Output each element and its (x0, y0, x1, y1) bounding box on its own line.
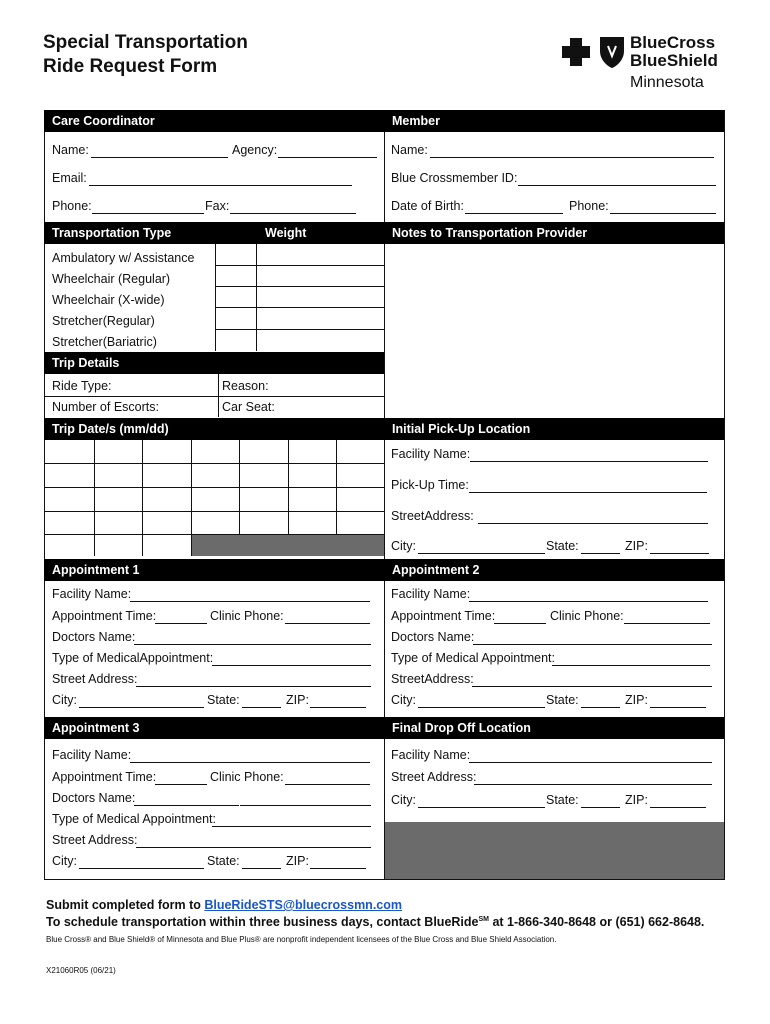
pickup-city-field[interactable] (418, 553, 545, 554)
appt3-type-label: Type of Medical Appointment: (52, 812, 216, 826)
grid-line (94, 440, 95, 556)
appt2-facility-label: Facility Name: (391, 587, 471, 601)
appt2-state-field[interactable] (581, 707, 620, 708)
appt3-city-field[interactable] (79, 868, 204, 869)
dropoff-city-label: City: (391, 793, 416, 807)
appt2-time-field[interactable] (494, 623, 546, 624)
grid-line (44, 463, 384, 464)
cross-shield-icon (560, 34, 628, 70)
pickup-time-field[interactable] (469, 492, 707, 493)
escorts-label: Number of Escorts: (52, 400, 159, 414)
car-seat-label: Car Seat: (222, 400, 275, 414)
pickup-facility-field[interactable] (470, 461, 708, 462)
bcbs-logo (560, 34, 730, 94)
pickup-city-label: City: (391, 539, 416, 553)
appt2-time-label: Appointment Time: (391, 609, 496, 623)
appt2-doctor-label: Doctors Name: (391, 630, 475, 644)
cc-name-label: Name: (52, 143, 89, 157)
form-title (43, 31, 248, 79)
dropoff-state-field[interactable] (581, 807, 620, 808)
appt1-state-field[interactable] (242, 707, 281, 708)
appt1-zip-field[interactable] (310, 707, 366, 708)
checkbox-ambulatory[interactable] (216, 245, 255, 265)
transport-type-3: Wheelchair (X-wide) (52, 293, 165, 307)
appt1-doctor-field[interactable] (134, 644, 371, 645)
pickup-header: Initial Pick-Up Location (384, 418, 724, 440)
cc-agency-field[interactable] (278, 157, 377, 158)
ride-type-label: Ride Type: (52, 379, 112, 393)
appt2-city-field[interactable] (418, 707, 545, 708)
pickup-time-label: Pick-Up Time: (391, 478, 469, 492)
pickup-state-field[interactable] (581, 553, 620, 554)
weight-label: Weight (265, 226, 307, 240)
dropoff-header: Final Drop Off Location (384, 717, 724, 739)
appointment-3-header: Appointment 3 (44, 717, 384, 739)
grid-line (336, 440, 337, 534)
appt3-city-label: City: (52, 854, 77, 868)
car-seat-field[interactable] (272, 398, 382, 416)
weight-field-ambulatory[interactable] (257, 245, 383, 265)
ride-type-field[interactable] (154, 376, 216, 395)
appt1-clinic-phone-field[interactable] (285, 623, 370, 624)
cc-fax-field[interactable] (230, 213, 356, 214)
weight-field-wheelchair-regular[interactable] (257, 266, 383, 286)
title-line-1: Special Transportation (43, 32, 248, 53)
appt1-type-label: Type of MedicalAppointment: (52, 651, 214, 665)
member-phone-label: Phone: (569, 199, 609, 213)
reason-field[interactable] (268, 376, 382, 395)
reason-label: Reason: (222, 379, 269, 393)
transport-type-4: Stretcher(Regular) (52, 314, 155, 328)
logo-region: Minnesota (630, 74, 704, 91)
shaded-cell (192, 535, 384, 556)
submit-email-link[interactable]: BlueRideSTS@bluecrossmn.com (204, 898, 402, 912)
appt2-state-label: State: (546, 693, 579, 707)
title-line-2: Ride Request Form (43, 56, 218, 77)
appt1-street-label: Street Address: (52, 672, 138, 686)
appt1-type-field[interactable] (212, 665, 371, 666)
submit-line (46, 898, 402, 912)
appt1-zip-label: ZIP: (286, 693, 309, 707)
appt3-clinic-phone-label: Clinic Phone: (210, 770, 284, 784)
appt3-street-label: Street Address: (52, 833, 138, 847)
appt2-doctor-field[interactable] (473, 644, 712, 645)
dropoff-facility-field[interactable] (469, 762, 712, 763)
appt3-time-label: Appointment Time: (52, 770, 157, 784)
appt2-clinic-phone-label: Clinic Phone: (550, 609, 624, 623)
transport-type-1: Ambulatory w/ Assistance (52, 251, 195, 265)
appt3-state-field[interactable] (242, 868, 281, 869)
appt3-type-field[interactable] (212, 826, 371, 827)
grid-line (44, 487, 384, 488)
dropoff-street-field[interactable] (474, 784, 712, 785)
schedule-line (46, 915, 704, 929)
schedule-suffix: at 1-866-340-8648 or (651) 662-8648. (488, 915, 705, 929)
pickup-state-label: State: (546, 539, 579, 553)
grid-line (239, 440, 240, 534)
cc-phone-label: Phone: (52, 199, 92, 213)
form-code: X21060R05 (06/21) (46, 966, 116, 975)
checkbox-wheelchair-xwide[interactable] (216, 287, 255, 307)
pickup-zip-label: ZIP: (625, 539, 648, 553)
grid-line (44, 511, 384, 512)
member-name-field[interactable] (430, 157, 714, 158)
grid-line (44, 396, 384, 397)
appt1-city-label: City: (52, 693, 77, 707)
dropoff-city-field[interactable] (418, 807, 545, 808)
appt3-zip-field[interactable] (310, 868, 366, 869)
appt2-zip-field[interactable] (650, 707, 706, 708)
appt1-street-field[interactable] (136, 686, 371, 687)
appt2-type-label: Type of Medical Appointment: (391, 651, 555, 665)
grid-line (288, 440, 289, 534)
frame-right (724, 110, 725, 880)
appt1-state-label: State: (207, 693, 240, 707)
member-name-label: Name: (391, 143, 428, 157)
appt2-clinic-phone-field[interactable] (624, 623, 710, 624)
schedule-sup: SM (478, 915, 489, 923)
dropoff-facility-label: Facility Name: (391, 748, 471, 762)
appt2-street-label: StreetAddress: (391, 672, 474, 686)
appt1-time-field[interactable] (155, 623, 207, 624)
member-header: Member (384, 110, 724, 132)
checkbox-wheelchair-regular[interactable] (216, 266, 255, 286)
member-phone-field[interactable] (610, 213, 716, 214)
pickup-street-label: StreetAddress: (391, 509, 474, 523)
cc-email-label: Email: (52, 171, 87, 185)
notes-textarea[interactable] (386, 245, 723, 416)
pickup-zip-field[interactable] (650, 553, 709, 554)
appt3-facility-label: Facility Name: (52, 748, 132, 762)
appt3-zip-label: ZIP: (286, 854, 309, 868)
care-coordinator-header: Care Coordinator (44, 110, 384, 132)
pickup-facility-label: Facility Name: (391, 447, 471, 461)
cc-name-field[interactable] (91, 157, 228, 158)
schedule-prefix: To schedule transportation within three business days, contact BlueRide (46, 915, 479, 929)
appt2-street-field[interactable] (472, 686, 712, 687)
pickup-street-field[interactable] (478, 523, 708, 524)
appt1-clinic-phone-label: Clinic Phone: (210, 609, 284, 623)
grid-line (142, 440, 143, 556)
appt3-clinic-phone-field[interactable] (285, 784, 370, 785)
appt3-facility-field[interactable] (130, 762, 370, 763)
cc-fax-label: Fax: (205, 199, 230, 213)
cc-email-field[interactable] (89, 185, 352, 186)
appt2-zip-label: ZIP: (625, 693, 648, 707)
appt2-type-field[interactable] (552, 665, 710, 666)
cc-agency-label: Agency: (232, 143, 278, 157)
appointment-2-header: Appointment 2 (384, 559, 724, 581)
appt3-state-label: State: (207, 854, 240, 868)
appt3-doctor-label: Doctors Name: (52, 791, 136, 805)
appt1-city-field[interactable] (79, 707, 204, 708)
appt2-facility-field[interactable] (469, 601, 708, 602)
appointment-1-header: Appointment 1 (44, 559, 384, 581)
notes-header: Notes to Transportation Provider (384, 222, 724, 244)
weight-field-stretcher-regular[interactable] (257, 308, 383, 328)
cc-phone-field[interactable] (92, 213, 204, 214)
logo-brand-2: BlueShield (630, 51, 718, 70)
grid-line (218, 374, 219, 417)
checkbox-stretcher-regular[interactable] (216, 308, 255, 328)
trip-dates-header: Trip Date/s (mm/dd) (44, 418, 384, 440)
weight-field-stretcher-bariatric[interactable] (257, 330, 383, 350)
transportation-type-header (44, 222, 384, 244)
appt3-street-field[interactable] (136, 847, 371, 848)
submit-prefix: Submit completed form to (46, 898, 205, 912)
member-id-label: Blue Crossmember ID: (391, 171, 518, 185)
shaded-block (385, 822, 724, 879)
frame-bottom (44, 879, 724, 880)
member-dob-label: Date of Birth: (391, 199, 464, 213)
transport-type-2: Wheelchair (Regular) (52, 272, 171, 286)
logo-brand-1: BlueCross (630, 33, 716, 52)
appt1-facility-field[interactable] (130, 601, 370, 602)
dropoff-zip-field[interactable] (650, 807, 706, 808)
member-id-field[interactable] (518, 185, 716, 186)
transportation-type-label: Transportation Type (52, 226, 172, 240)
appt2-city-label: City: (391, 693, 416, 707)
appt1-time-label: Appointment Time: (52, 609, 157, 623)
appt1-doctor-label: Doctors Name: (52, 630, 136, 644)
escorts-field[interactable] (154, 398, 216, 416)
member-dob-field[interactable] (465, 213, 563, 214)
disclaimer: Blue Cross® and Blue Shield® of Minnesota and Blue Plus® are nonprofit independent licensees of the Blue Cross and Blue Shield Association. (46, 935, 557, 944)
appt3-time-field[interactable] (155, 784, 207, 785)
transport-type-5: Stretcher(Bariatric) (52, 335, 157, 349)
dropoff-street-label: Street Address: (391, 770, 477, 784)
appt1-facility-label: Facility Name: (52, 587, 132, 601)
trip-details-header: Trip Details (44, 352, 384, 374)
dropoff-state-label: State: (546, 793, 579, 807)
appt3-doctor-field[interactable] (134, 805, 239, 806)
checkbox-stretcher-bariatric[interactable] (216, 330, 255, 350)
appt3-doctor-field-ext[interactable] (240, 805, 371, 806)
weight-field-wheelchair-xwide[interactable] (257, 287, 383, 307)
dropoff-zip-label: ZIP: (625, 793, 648, 807)
